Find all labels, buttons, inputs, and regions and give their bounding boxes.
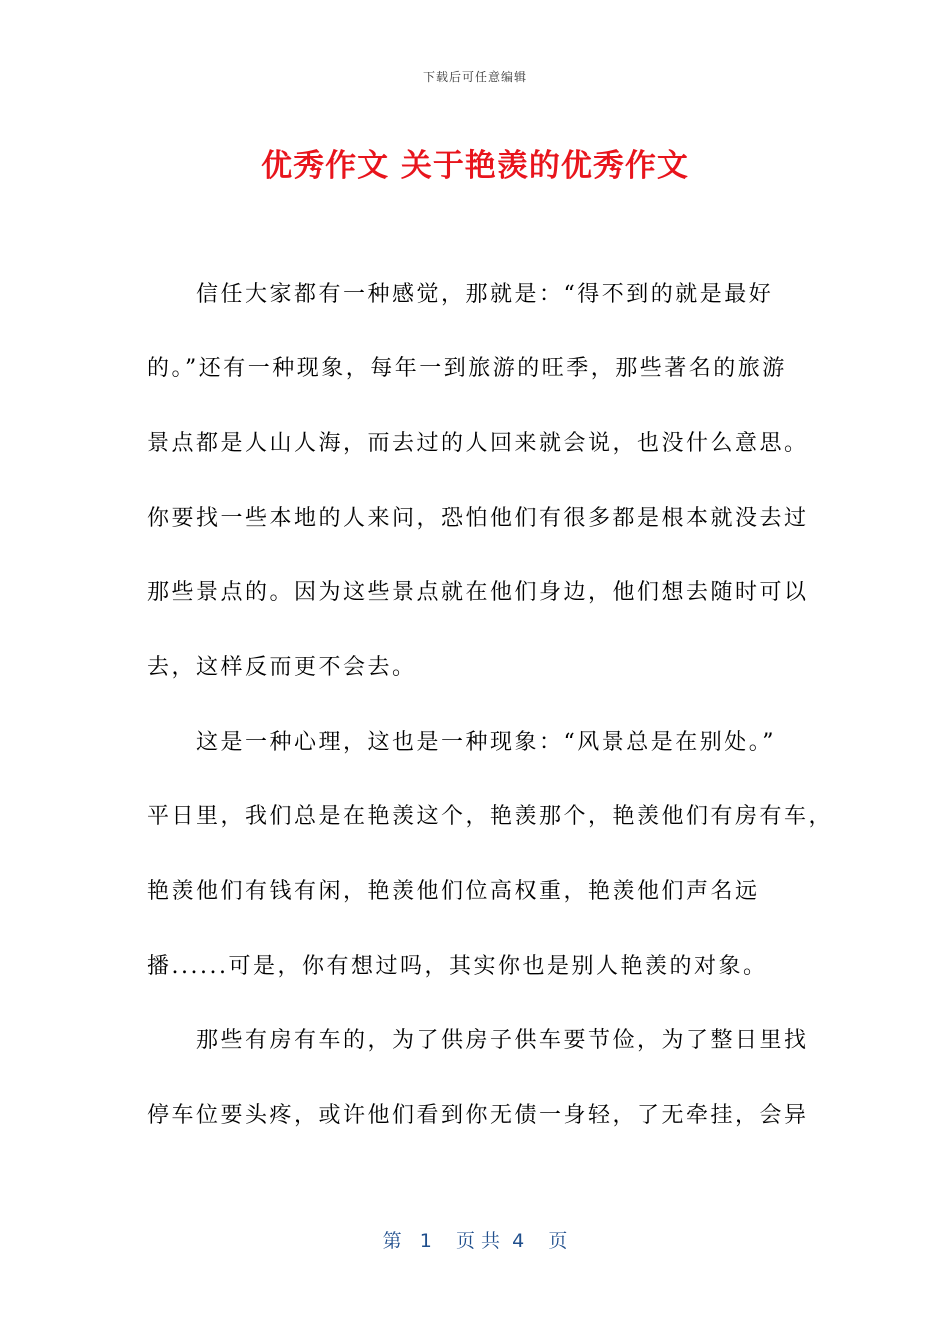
body-line: 那些有房有车的，为了供房子供车要节俭，为了整日里找 bbox=[147, 1028, 809, 1053]
body-line: 去，这样反而更不会去。 bbox=[147, 655, 417, 680]
body-line: 那些景点的。因为这些景点就在他们身边，他们想去随时可以 bbox=[147, 580, 809, 605]
body-line: 景点都是人山人海，而去过的人回来就会说，也没什么意思。 bbox=[147, 431, 809, 456]
body-line: 停车位要头疼，或许他们看到你无债一身轻，了无牵挂，会异 bbox=[147, 1103, 809, 1128]
body-line: 播......可是，你有想过吗，其实你也是别人艳羡的对象。 bbox=[147, 954, 768, 979]
body-line: 艳羡他们有钱有闲，艳羡他们位高权重，艳羡他们声名远 bbox=[147, 879, 760, 904]
header-note: 下载后可任意编辑 bbox=[422, 70, 527, 84]
document-title: 优秀作文 关于艳羡的优秀作文 bbox=[261, 148, 689, 184]
page-number-footer: 第 1 页 共 4 页 bbox=[382, 1230, 568, 1252]
body-line: 平日里，我们总是在艳羡这个，艳羡那个，艳羡他们有房有车， bbox=[147, 804, 834, 829]
body-line: 你要找一些本地的人来问，恐怕他们有很多都是根本就没去过 bbox=[147, 506, 809, 531]
body-line: 的。”还有一种现象，每年一到旅游的旺季，那些著名的旅游 bbox=[147, 356, 787, 381]
body-line: 这是一种心理，这也是一种现象：“风景总是在别处。” bbox=[147, 730, 776, 755]
body-line: 信任大家都有一种感觉，那就是：“得不到的就是最好 bbox=[147, 282, 774, 307]
